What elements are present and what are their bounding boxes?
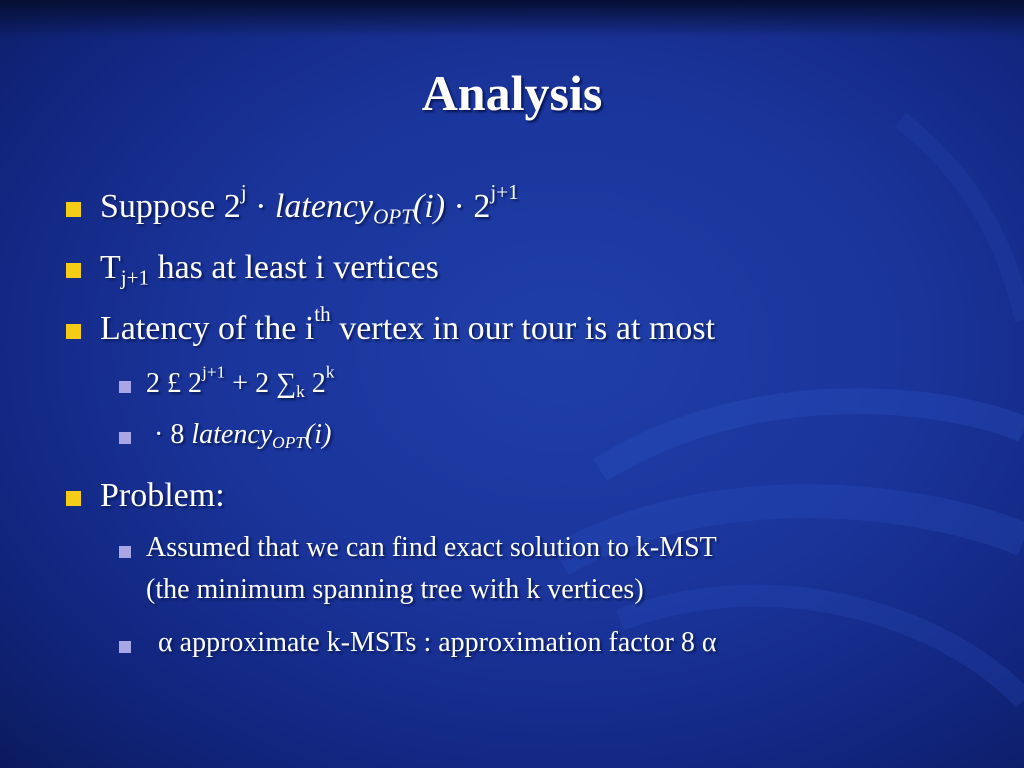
sub-bullet-marker: [119, 432, 131, 444]
sub-bullet-sum: [146, 362, 335, 402]
bullet-text: + 2 ∑: [232, 368, 297, 399]
sub-bullet-bound: [154, 419, 331, 451]
bullet-text: Assumed that we can find exact solution to k-MST: [146, 532, 717, 563]
superscript: th: [314, 302, 331, 327]
sub-bullet-approximate: [158, 627, 717, 659]
sub-bullet-assumed: [146, 532, 717, 564]
superscript: j: [240, 180, 247, 205]
sub-bullet-assumed-continued: [146, 574, 644, 606]
italic-term: latency: [191, 419, 273, 450]
superscript: k: [325, 362, 335, 382]
bullet-text: vertex in our tour is at most: [339, 310, 716, 347]
subscript: j+1: [120, 265, 150, 290]
bullet-text: (the minimum spanning tree with k vertices): [146, 574, 644, 605]
bullet-text: Suppose 2: [100, 188, 241, 225]
sub-bullet-marker: [119, 546, 131, 558]
slide-title: Analysis: [421, 65, 603, 121]
bullet-problem: [100, 477, 225, 515]
bullet-text: Latency of the i: [100, 310, 315, 347]
bullet-text: approximate k-MSTs : approximation factor 8: [179, 627, 695, 658]
superscript: j+1: [490, 180, 519, 205]
sub-bullet-marker: [119, 641, 131, 653]
alpha-symbol: α: [158, 627, 173, 658]
operator: ·: [255, 188, 267, 225]
base: 2: [473, 188, 491, 225]
superscript: j+1: [202, 362, 226, 382]
argument: (i): [412, 188, 446, 225]
base: 2: [311, 368, 326, 399]
bullet-text: has at least i vertices: [157, 249, 439, 286]
bullet-tree: [100, 249, 439, 290]
base: T: [100, 249, 121, 286]
subscript: k: [296, 382, 305, 402]
bullet-latency: [100, 302, 716, 348]
alpha-symbol: α: [701, 627, 717, 658]
operator: ·: [453, 188, 465, 225]
bullet-text: Problem:: [100, 477, 225, 514]
subscript: OPT: [373, 204, 413, 229]
subscript: OPT: [272, 433, 305, 453]
bullet-marker: [66, 491, 81, 506]
bullet-suppose: [100, 180, 519, 229]
italic-term: latency: [274, 188, 374, 225]
bullet-marker: [66, 324, 81, 339]
bullet-marker: [66, 263, 81, 278]
bullet-text: 2 £ 2: [146, 368, 202, 399]
argument: (i): [304, 419, 332, 450]
bullet-marker: [66, 202, 81, 217]
bullet-text: · 8: [154, 419, 185, 450]
sub-bullet-marker: [119, 381, 131, 393]
